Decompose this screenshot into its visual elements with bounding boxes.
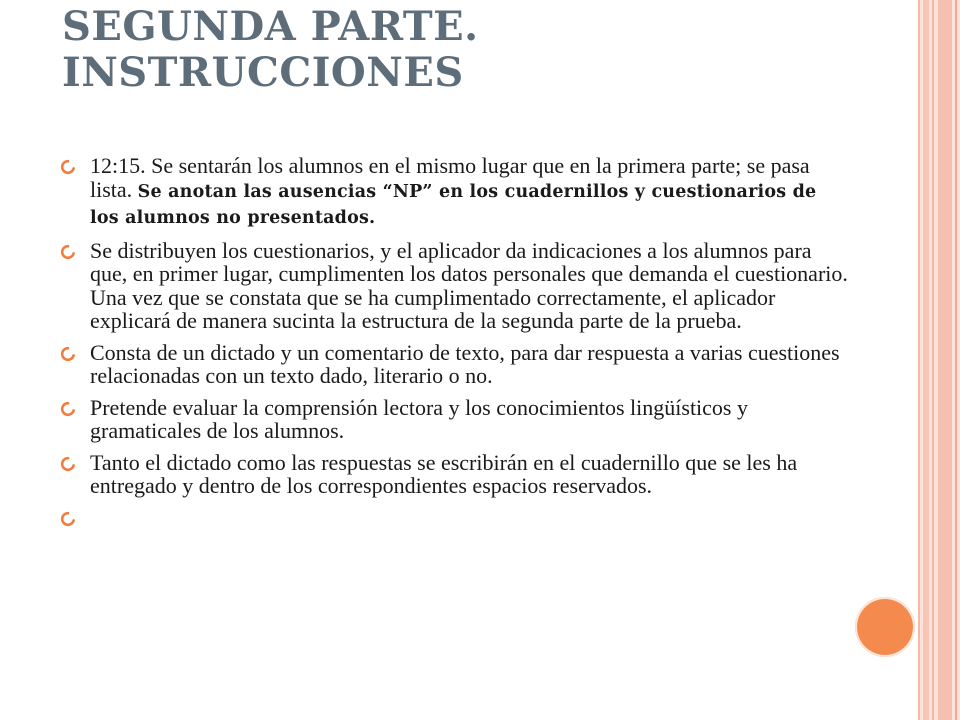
bullet-ring-icon [60, 401, 76, 417]
bullet-item-5 [60, 451, 850, 498]
bullet-text: Tanto el dictado como las respuestas se escribirán en el cuadernillo que se les ha entregado y dentro de los correspondientes espacios reservados. [90, 449, 798, 498]
title-line-1: SEGUNDA PARTE. [62, 3, 479, 50]
orange-circle-icon [855, 597, 915, 657]
bullet-item-2 [60, 239, 850, 333]
slide-title [62, 4, 822, 96]
bullet-text: Se distribuyen los cuestionarios, y el aplicador da indicaciones a los alumnos para que, en primer lugar, cumplimenten los datos personales que demanda el cuestionario. Una vez que se constata que se ha cumplimentado correctamente, el aplicador explicará de manera sucinta la estructura de la segunda parte de la prueba. [90, 237, 848, 333]
bullet-ring-icon [60, 511, 76, 527]
bullet-ring-icon [60, 159, 76, 175]
decorative-stripe [955, 0, 957, 720]
title-line-2: INSTRUCCIONES [62, 49, 464, 96]
bullet-text: 12:15. Se sentarán los alumnos en el mismo lugar que en la primera parte; se pasa lista. [90, 153, 810, 202]
bullet-ring-icon [60, 456, 76, 472]
bullet-text: Consta de un dictado y un comentario de texto, para dar respuesta a varias cuestiones relacionadas con un texto dado, literario o no. [90, 339, 840, 388]
bullet-item-4 [60, 396, 850, 443]
bullet-bold-text: Se anotan las ausencias “NP” en los cuadernillos y cuestionarios de los alumnos no presentados. [90, 181, 817, 228]
bullet-item-3 [60, 341, 850, 388]
decorative-stripe [938, 0, 952, 720]
bullet-item-6-empty [60, 506, 850, 530]
decorative-stripe [923, 0, 929, 720]
bullet-text: Pretende evaluar la comprensión lectora y los conocimientos lingüísticos y gramaticales de los alumnos. [90, 394, 748, 443]
bullet-list [60, 154, 850, 538]
bullet-ring-icon [60, 346, 76, 362]
bullet-item-1 [60, 154, 850, 231]
decorative-stripe [932, 0, 934, 720]
decorative-stripe [918, 0, 920, 720]
bullet-ring-icon [60, 244, 76, 260]
